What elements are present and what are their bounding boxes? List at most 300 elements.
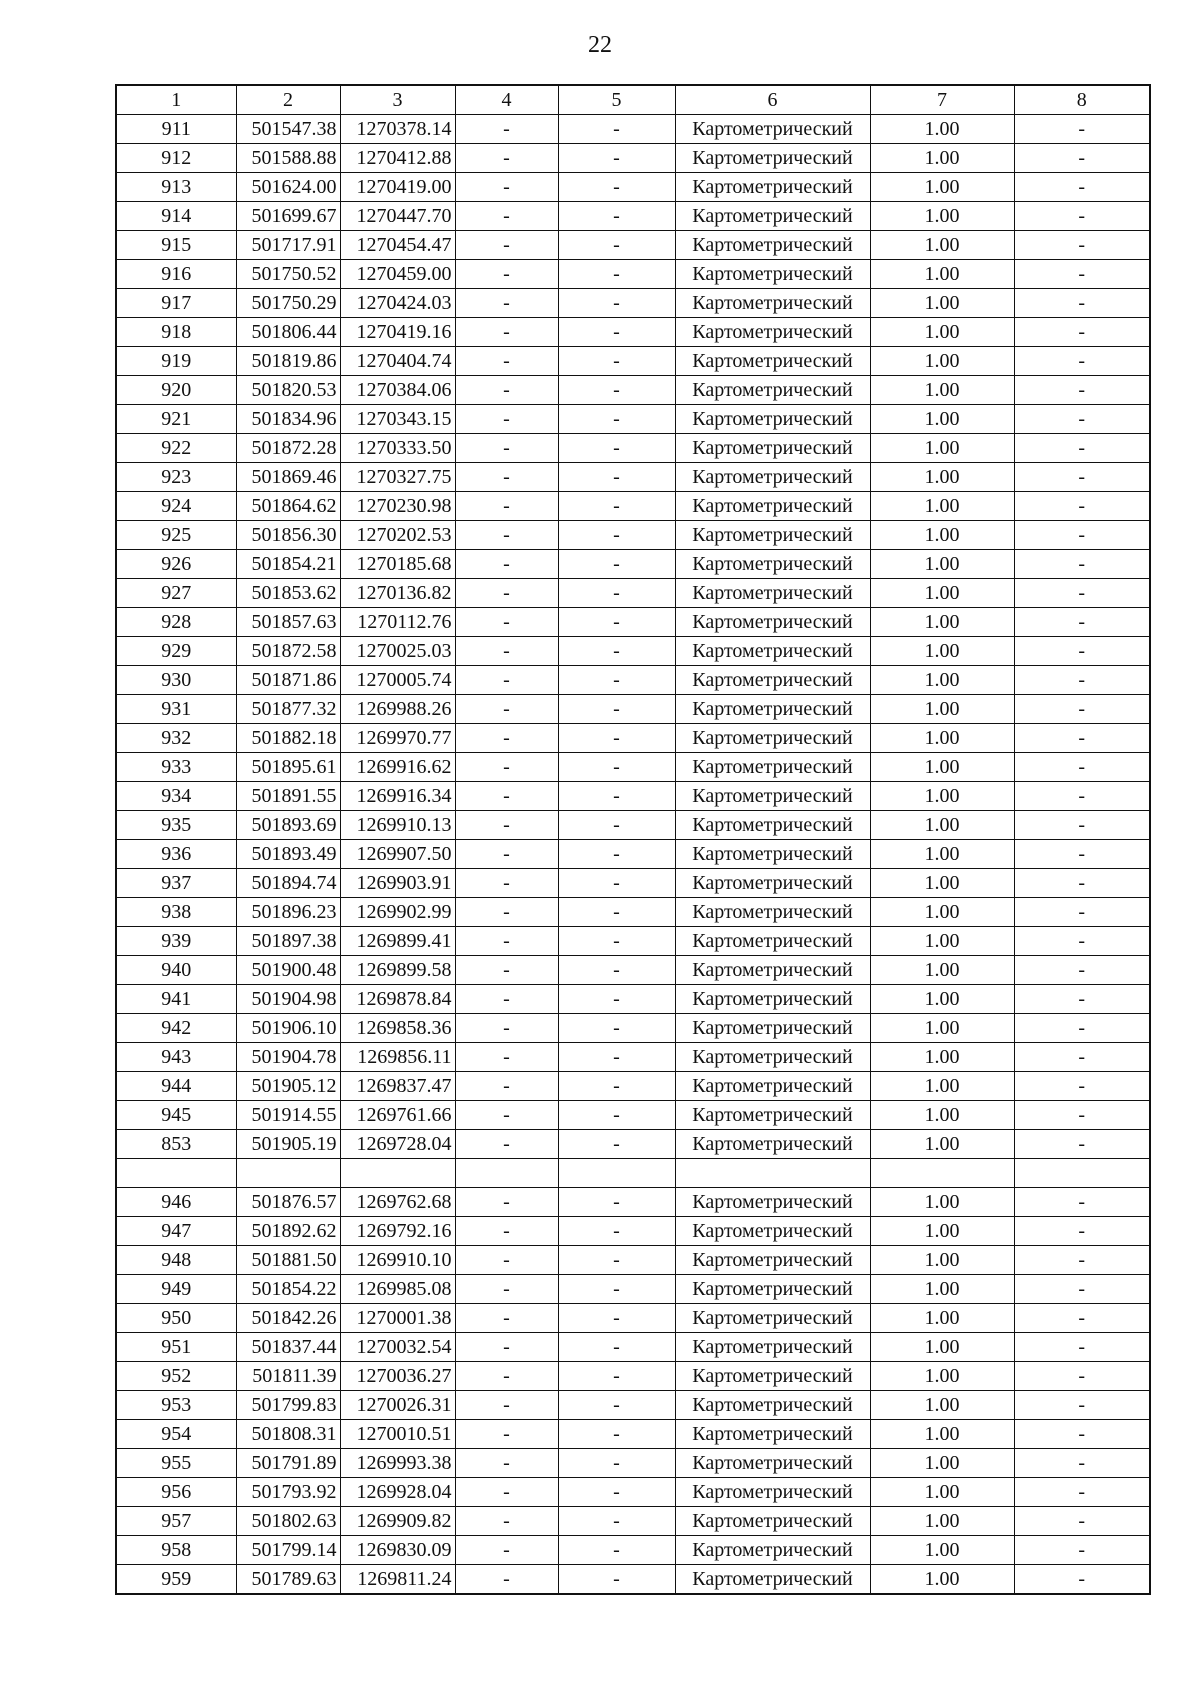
table-cell: Картометрический: [675, 115, 870, 144]
table-cell: Картометрический: [675, 347, 870, 376]
table-cell: 501806.44: [236, 318, 340, 347]
table-cell: 1.00: [870, 405, 1014, 434]
table-cell: 501791.89: [236, 1448, 340, 1477]
header-cell: 7: [870, 85, 1014, 115]
table-row: [116, 144, 1150, 173]
table-cell: -: [1014, 1390, 1150, 1419]
table-cell: 501897.38: [236, 927, 340, 956]
table-cell: 501857.63: [236, 608, 340, 637]
table-cell: -: [455, 1072, 558, 1101]
table-cell: 920: [116, 376, 236, 405]
table-row: [116, 550, 1150, 579]
table-cell: 1270112.76: [340, 608, 455, 637]
table-cell: 501834.96: [236, 405, 340, 434]
table-cell: -: [558, 521, 675, 550]
table-cell: 930: [116, 666, 236, 695]
table-cell: -: [558, 376, 675, 405]
table-cell: 501891.55: [236, 782, 340, 811]
table-cell: -: [1014, 1101, 1150, 1130]
table-cell: -: [455, 347, 558, 376]
table-cell: 918: [116, 318, 236, 347]
table-cell: 1.00: [870, 1187, 1014, 1216]
table-cell: 501893.49: [236, 840, 340, 869]
table-cell: 952: [116, 1361, 236, 1390]
table-cell: 1269985.08: [340, 1274, 455, 1303]
table-cell: -: [1014, 1361, 1150, 1390]
table-cell: 501881.50: [236, 1245, 340, 1274]
table-cell: -: [1014, 1130, 1150, 1159]
table-cell: -: [455, 434, 558, 463]
table-cell: -: [558, 608, 675, 637]
table-cell: 1.00: [870, 695, 1014, 724]
table-cell: -: [558, 1390, 675, 1419]
table-cell: 939: [116, 927, 236, 956]
table-cell: 1270136.82: [340, 579, 455, 608]
table-cell: Картометрический: [675, 811, 870, 840]
table-cell: [1014, 1159, 1150, 1188]
table-cell: -: [1014, 1477, 1150, 1506]
table-cell: 1270384.06: [340, 376, 455, 405]
table-cell: -: [1014, 318, 1150, 347]
table-cell: -: [1014, 376, 1150, 405]
table-cell: 1.00: [870, 927, 1014, 956]
table-cell: -: [455, 173, 558, 202]
table-cell: 933: [116, 753, 236, 782]
table-cell: Картометрический: [675, 840, 870, 869]
table-cell: -: [455, 1245, 558, 1274]
table-cell: -: [455, 811, 558, 840]
table-cell: 1.00: [870, 811, 1014, 840]
table-cell: 501905.19: [236, 1130, 340, 1159]
table-cell: 1269830.09: [340, 1535, 455, 1564]
table-cell: 1270001.38: [340, 1303, 455, 1332]
table-cell: [236, 1159, 340, 1188]
table-cell: 1.00: [870, 753, 1014, 782]
table-cell: 919: [116, 347, 236, 376]
table-cell: 1.00: [870, 1361, 1014, 1390]
table-cell: -: [1014, 985, 1150, 1014]
table-cell: -: [558, 869, 675, 898]
table-cell: -: [558, 666, 675, 695]
table-cell: -: [558, 753, 675, 782]
table-cell: Картометрический: [675, 1564, 870, 1594]
table-cell: Картометрический: [675, 579, 870, 608]
table-row: [116, 289, 1150, 318]
table-cell: 1270333.50: [340, 434, 455, 463]
table-row: [116, 1187, 1150, 1216]
table-cell: 1270419.16: [340, 318, 455, 347]
table-cell: 1.00: [870, 1303, 1014, 1332]
table-cell: -: [455, 463, 558, 492]
table-cell: 1.00: [870, 318, 1014, 347]
table-cell: -: [558, 579, 675, 608]
table-cell: 501789.63: [236, 1564, 340, 1594]
table-cell: 501547.38: [236, 115, 340, 144]
table-cell: -: [455, 1332, 558, 1361]
table-cell: -: [455, 840, 558, 869]
table-cell: 1.00: [870, 434, 1014, 463]
table-cell: 1.00: [870, 1535, 1014, 1564]
table-cell: 501837.44: [236, 1332, 340, 1361]
table-cell: -: [558, 898, 675, 927]
table-cell: 916: [116, 260, 236, 289]
table-cell: 1.00: [870, 202, 1014, 231]
table-cell: Картометрический: [675, 869, 870, 898]
table-row: [116, 1477, 1150, 1506]
table-cell: 925: [116, 521, 236, 550]
table-cell: 913: [116, 173, 236, 202]
table-cell: 928: [116, 608, 236, 637]
table-cell: -: [455, 1390, 558, 1419]
table-cell: 1.00: [870, 144, 1014, 173]
table-cell: 501906.10: [236, 1014, 340, 1043]
table-cell: -: [455, 1361, 558, 1390]
table-cell: 1.00: [870, 637, 1014, 666]
table-cell: Картометрический: [675, 1274, 870, 1303]
table-cell: 1.00: [870, 840, 1014, 869]
table-cell: 1269916.62: [340, 753, 455, 782]
table-row: [116, 318, 1150, 347]
table-row: [116, 347, 1150, 376]
table-cell: Картометрический: [675, 405, 870, 434]
table-cell: -: [1014, 637, 1150, 666]
table-cell: 501904.98: [236, 985, 340, 1014]
table-cell: 1269988.26: [340, 695, 455, 724]
table-cell: -: [558, 1043, 675, 1072]
table-cell: -: [455, 1419, 558, 1448]
table-row: [116, 115, 1150, 144]
table-cell: -: [455, 318, 558, 347]
table-cell: 935: [116, 811, 236, 840]
table-cell: 1269910.10: [340, 1245, 455, 1274]
table-cell: 501793.92: [236, 1477, 340, 1506]
table-cell: -: [455, 1477, 558, 1506]
table-row: [116, 898, 1150, 927]
table-cell: -: [455, 405, 558, 434]
table-row: [116, 463, 1150, 492]
table-cell: -: [558, 1014, 675, 1043]
table-cell: -: [558, 724, 675, 753]
table-cell: -: [1014, 1535, 1150, 1564]
table-row: [116, 1419, 1150, 1448]
table-cell: 501864.62: [236, 492, 340, 521]
table-cell: -: [558, 463, 675, 492]
table-cell: Картометрический: [675, 463, 870, 492]
table-cell: -: [455, 956, 558, 985]
table-cell: 1269899.58: [340, 956, 455, 985]
table-row: [116, 1506, 1150, 1535]
table-cell: -: [558, 840, 675, 869]
table-row: [116, 1130, 1150, 1159]
table-row: [116, 202, 1150, 231]
table-cell: Картометрический: [675, 1535, 870, 1564]
table-cell: 936: [116, 840, 236, 869]
table-cell: -: [455, 637, 558, 666]
table-cell: 955: [116, 1448, 236, 1477]
table-cell: 942: [116, 1014, 236, 1043]
table-cell: 1269856.11: [340, 1043, 455, 1072]
table-cell: -: [558, 1332, 675, 1361]
table-cell: -: [455, 144, 558, 173]
table-cell: 501877.32: [236, 695, 340, 724]
table-cell: -: [1014, 1245, 1150, 1274]
table-cell: 914: [116, 202, 236, 231]
table-cell: Картометрический: [675, 927, 870, 956]
table-cell: -: [455, 1130, 558, 1159]
table-cell: 1270005.74: [340, 666, 455, 695]
table-cell: -: [558, 1216, 675, 1245]
table-cell: -: [455, 115, 558, 144]
table-cell: -: [1014, 550, 1150, 579]
table-cell: 1.00: [870, 231, 1014, 260]
table-cell: 1270010.51: [340, 1419, 455, 1448]
table-row: [116, 1535, 1150, 1564]
table-cell: -: [558, 231, 675, 260]
table-row: [116, 231, 1150, 260]
table-cell: 1.00: [870, 1072, 1014, 1101]
table-cell: -: [455, 608, 558, 637]
table-cell: -: [558, 260, 675, 289]
table-cell: -: [1014, 724, 1150, 753]
table-cell: 912: [116, 144, 236, 173]
table-cell: -: [455, 492, 558, 521]
table-cell: Картометрический: [675, 173, 870, 202]
table-cell: -: [1014, 289, 1150, 318]
table-cell: -: [558, 289, 675, 318]
table-cell: -: [455, 1187, 558, 1216]
table-row: [116, 260, 1150, 289]
table-cell: 1.00: [870, 608, 1014, 637]
table-cell: 1269910.13: [340, 811, 455, 840]
table-cell: -: [455, 1043, 558, 1072]
header-cell: 8: [1014, 85, 1150, 115]
table-cell: 941: [116, 985, 236, 1014]
table-cell: Картометрический: [675, 1477, 870, 1506]
table-row: [116, 1101, 1150, 1130]
table-cell: 1.00: [870, 1043, 1014, 1072]
table-cell: Картометрический: [675, 260, 870, 289]
table-cell: Картометрический: [675, 695, 870, 724]
table-cell: -: [1014, 1216, 1150, 1245]
table-cell: 929: [116, 637, 236, 666]
table-cell: -: [1014, 869, 1150, 898]
table-row: [116, 1014, 1150, 1043]
table-cell: 501854.21: [236, 550, 340, 579]
table-cell: 1.00: [870, 782, 1014, 811]
table-cell: Картометрический: [675, 202, 870, 231]
table-row: [116, 840, 1150, 869]
table-cell: 1269761.66: [340, 1101, 455, 1130]
table-cell: [675, 1159, 870, 1188]
table-cell: 1.00: [870, 1101, 1014, 1130]
table-cell: 1.00: [870, 898, 1014, 927]
table-cell: -: [558, 1564, 675, 1594]
table-cell: 1269903.91: [340, 869, 455, 898]
table-cell: Картометрический: [675, 376, 870, 405]
table-body: [116, 115, 1150, 1594]
table-row: [116, 1361, 1150, 1390]
table-cell: 953: [116, 1390, 236, 1419]
table-row: [116, 666, 1150, 695]
table-cell: -: [1014, 347, 1150, 376]
table-cell: Картометрический: [675, 1014, 870, 1043]
table-cell: 1269837.47: [340, 1072, 455, 1101]
table-cell: 959: [116, 1564, 236, 1594]
table-cell: -: [455, 1216, 558, 1245]
table-cell: -: [455, 289, 558, 318]
table-row: [116, 376, 1150, 405]
table-cell: 1270036.27: [340, 1361, 455, 1390]
table-cell: 501750.29: [236, 289, 340, 318]
table-cell: -: [558, 1303, 675, 1332]
table-cell: 926: [116, 550, 236, 579]
table-cell: 1269907.50: [340, 840, 455, 869]
table-cell: 950: [116, 1303, 236, 1332]
table-row: [116, 405, 1150, 434]
table-cell: 501808.31: [236, 1419, 340, 1448]
table-cell: 948: [116, 1245, 236, 1274]
table-cell: -: [558, 144, 675, 173]
table-cell: Картометрический: [675, 1303, 870, 1332]
table-cell: 1.00: [870, 492, 1014, 521]
table-cell: -: [558, 1361, 675, 1390]
table-cell: -: [558, 202, 675, 231]
table-cell: 1.00: [870, 869, 1014, 898]
table-cell: [455, 1159, 558, 1188]
table-cell: -: [1014, 782, 1150, 811]
table-cell: -: [1014, 695, 1150, 724]
table-cell: -: [1014, 1506, 1150, 1535]
table-cell: 501869.46: [236, 463, 340, 492]
table-cell: 501750.52: [236, 260, 340, 289]
table-cell: -: [455, 985, 558, 1014]
table-cell: 501872.58: [236, 637, 340, 666]
table-cell: Картометрический: [675, 782, 870, 811]
table-cell: -: [455, 782, 558, 811]
table-cell: -: [1014, 144, 1150, 173]
table-cell: -: [455, 521, 558, 550]
table-cell: 501895.61: [236, 753, 340, 782]
table-cell: 501624.00: [236, 173, 340, 202]
table-cell: 1269762.68: [340, 1187, 455, 1216]
table-cell: -: [455, 260, 558, 289]
table-row: [116, 492, 1150, 521]
table-cell: 1.00: [870, 550, 1014, 579]
table-cell: -: [455, 1274, 558, 1303]
table-cell: 923: [116, 463, 236, 492]
table-cell: 924: [116, 492, 236, 521]
table-cell: -: [1014, 1419, 1150, 1448]
table-cell: 501882.18: [236, 724, 340, 753]
table-cell: 501799.83: [236, 1390, 340, 1419]
table-cell: 1.00: [870, 1216, 1014, 1245]
table-cell: [558, 1159, 675, 1188]
table-cell: 1.00: [870, 115, 1014, 144]
table-cell: 1270230.98: [340, 492, 455, 521]
table-cell: 1269970.77: [340, 724, 455, 753]
table-cell: -: [558, 434, 675, 463]
table-cell: 1269916.34: [340, 782, 455, 811]
table-cell: Картометрический: [675, 637, 870, 666]
table-cell: -: [558, 1187, 675, 1216]
table-cell: 1269902.99: [340, 898, 455, 927]
table-cell: -: [1014, 202, 1150, 231]
table-row: [116, 985, 1150, 1014]
table-cell: Картометрический: [675, 753, 870, 782]
table-cell: -: [558, 405, 675, 434]
table-cell: -: [558, 347, 675, 376]
table-cell: -: [558, 782, 675, 811]
table-cell: 1270454.47: [340, 231, 455, 260]
table-cell: -: [1014, 608, 1150, 637]
table-cell: 940: [116, 956, 236, 985]
table-cell: -: [1014, 1448, 1150, 1477]
table-cell: Картометрический: [675, 144, 870, 173]
table-cell: -: [1014, 434, 1150, 463]
table-cell: [870, 1159, 1014, 1188]
table-cell: Картометрический: [675, 1506, 870, 1535]
table-row: [116, 753, 1150, 782]
table-cell: -: [455, 202, 558, 231]
table-cell: -: [455, 376, 558, 405]
table-cell: Картометрический: [675, 1216, 870, 1245]
table-cell: -: [455, 869, 558, 898]
table-cell: -: [558, 1506, 675, 1535]
table-cell: Картометрический: [675, 985, 870, 1014]
table-cell: 938: [116, 898, 236, 927]
table-cell: [116, 1159, 236, 1188]
table-cell: Картометрический: [675, 289, 870, 318]
table-cell: 1269728.04: [340, 1130, 455, 1159]
table-cell: -: [1014, 1564, 1150, 1594]
table-cell: -: [455, 1564, 558, 1594]
table-cell: Картометрический: [675, 898, 870, 927]
table-cell: 501802.63: [236, 1506, 340, 1535]
table-cell: 1269792.16: [340, 1216, 455, 1245]
table-cell: -: [558, 1274, 675, 1303]
table-cell: Картометрический: [675, 1130, 870, 1159]
table-cell: 1270412.88: [340, 144, 455, 173]
table-row: [116, 695, 1150, 724]
header-cell: 4: [455, 85, 558, 115]
table-cell: 501819.86: [236, 347, 340, 376]
table-cell: Картометрический: [675, 1361, 870, 1390]
table-cell: -: [1014, 1332, 1150, 1361]
table-row: [116, 724, 1150, 753]
table-cell: 1.00: [870, 1014, 1014, 1043]
table-cell: 911: [116, 115, 236, 144]
table-cell: Картометрический: [675, 1072, 870, 1101]
table-cell: -: [455, 1014, 558, 1043]
table-cell: 1.00: [870, 724, 1014, 753]
table-cell: 501856.30: [236, 521, 340, 550]
header-cell: 1: [116, 85, 236, 115]
table-cell: 1.00: [870, 1564, 1014, 1594]
table-cell: -: [455, 695, 558, 724]
table-cell: 853: [116, 1130, 236, 1159]
table-cell: -: [1014, 1014, 1150, 1043]
table-cell: -: [1014, 579, 1150, 608]
table-cell: Картометрический: [675, 666, 870, 695]
table-cell: 934: [116, 782, 236, 811]
table-row: [116, 1448, 1150, 1477]
table-cell: 1270459.00: [340, 260, 455, 289]
table-cell: 501854.22: [236, 1274, 340, 1303]
table-cell: -: [558, 318, 675, 347]
table-row: [116, 1072, 1150, 1101]
table-cell: 1270032.54: [340, 1332, 455, 1361]
table-cell: 1.00: [870, 1390, 1014, 1419]
